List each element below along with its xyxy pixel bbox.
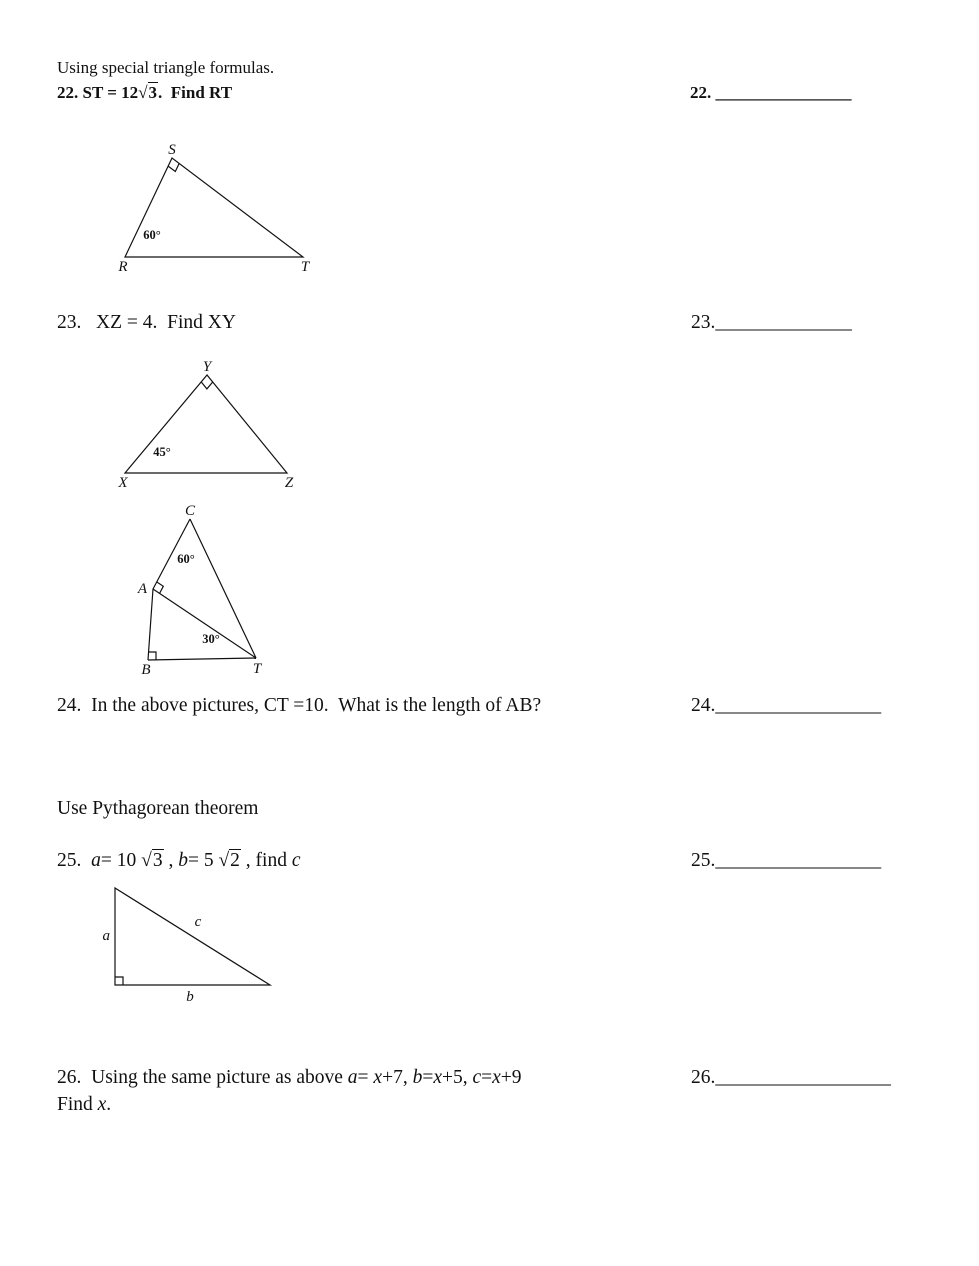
right-angle-mark [115, 977, 123, 985]
var-x: x [492, 1067, 501, 1088]
var-c: c [291, 850, 301, 871]
triangle-diagram-24 [128, 503, 288, 681]
intro-text: Using special triangle formulas. [57, 58, 275, 77]
problem-22-text-post: . Find RT [158, 83, 233, 102]
triangle-edges [125, 158, 303, 257]
vertex-label-x: X [118, 475, 128, 491]
problem-25-text: , [163, 850, 179, 871]
triangle-diagram-23 [108, 359, 318, 489]
internal-segment-at [153, 589, 256, 658]
problem-22-statement [57, 82, 232, 103]
vertex-label-b: B [141, 662, 151, 678]
var-x: x [97, 1094, 107, 1115]
section-heading: Use Pythagorean theorem [57, 798, 259, 819]
var-b: b [412, 1067, 423, 1088]
triangle-diagram-25 [100, 878, 295, 1010]
vertex-label-c: C [184, 503, 196, 519]
problem-26-text: +5, [441, 1067, 473, 1088]
radical-sign: √ [138, 83, 148, 102]
radicand: 3 [148, 83, 158, 102]
problem-26-text: +9 [500, 1067, 522, 1088]
vertex-label-z: Z [284, 475, 294, 491]
right-angle-mark-b [148, 652, 156, 660]
var-x: x [373, 1067, 383, 1088]
vertex-label-y: Y [202, 359, 212, 375]
problem-26-text: = [357, 1067, 374, 1088]
side-label-c: c [194, 914, 202, 930]
angle-label-30: 30° [202, 632, 220, 646]
triangle-edges [115, 888, 270, 985]
var-x: x [433, 1067, 442, 1088]
var-c: c [472, 1067, 482, 1088]
vertex-label-a: A [137, 581, 147, 597]
radical-sign: √ [141, 850, 152, 871]
angle-label-60: 60° [143, 228, 161, 242]
find-x-period: . [106, 1094, 112, 1115]
radicand: 2 [230, 850, 240, 871]
problem-26-statement [57, 1066, 522, 1090]
problem-26-text: +7, [382, 1067, 413, 1088]
hypotenuse-edge [190, 519, 256, 658]
radical-sign: √ [218, 850, 230, 871]
problem-24-statement: 24. In the above pictures, CT =10. What is the length of AB? [57, 695, 542, 716]
vertex-label-t: T [300, 259, 310, 275]
problem-25-text: , find [240, 850, 292, 871]
answer-line-23: 23.______________ [691, 312, 852, 333]
find-x-text: Find [57, 1094, 98, 1115]
find-x-line [57, 1093, 111, 1117]
answer-line-26: 26.__________________ [691, 1067, 891, 1088]
vertex-label-r: R [118, 259, 128, 275]
var-a: a [91, 850, 101, 871]
problem-25-text: = 5 [187, 850, 219, 871]
problem-26-text: = [422, 1067, 434, 1088]
angle-label-60: 60° [177, 552, 195, 566]
bottom-edge [148, 658, 256, 660]
radicand: 3 [152, 850, 163, 871]
problem-26-text: Using the same picture as above [81, 1067, 348, 1088]
problem-23-statement: 23. XZ = 4. Find XY [57, 312, 236, 333]
problem-22-text-pre: 22. ST = 12 [57, 83, 139, 102]
problem-25-statement [57, 849, 300, 873]
vertex-label-s: S [168, 142, 176, 158]
var-a: a [347, 1067, 358, 1088]
angle-label-45: 45° [153, 445, 171, 459]
vertex-label-t: T [252, 661, 262, 677]
triangle-diagram-22 [105, 143, 335, 278]
answer-line-25: 25._________________ [691, 850, 882, 871]
triangle-edges [125, 375, 287, 473]
problem-26-number: 26. [57, 1067, 82, 1088]
side-label-b: b [186, 989, 194, 1005]
right-angle-mark [201, 382, 213, 389]
problem-26-text: = [481, 1067, 493, 1088]
side-label-a: a [102, 928, 110, 944]
right-angle-mark [168, 163, 179, 171]
problem-25-text: = 10 [100, 850, 142, 871]
var-b: b [178, 850, 188, 871]
answer-line-24: 24._________________ [691, 695, 882, 716]
answer-line-22: 22. ________________ [690, 83, 852, 102]
problem-25-number: 25. [57, 850, 92, 871]
